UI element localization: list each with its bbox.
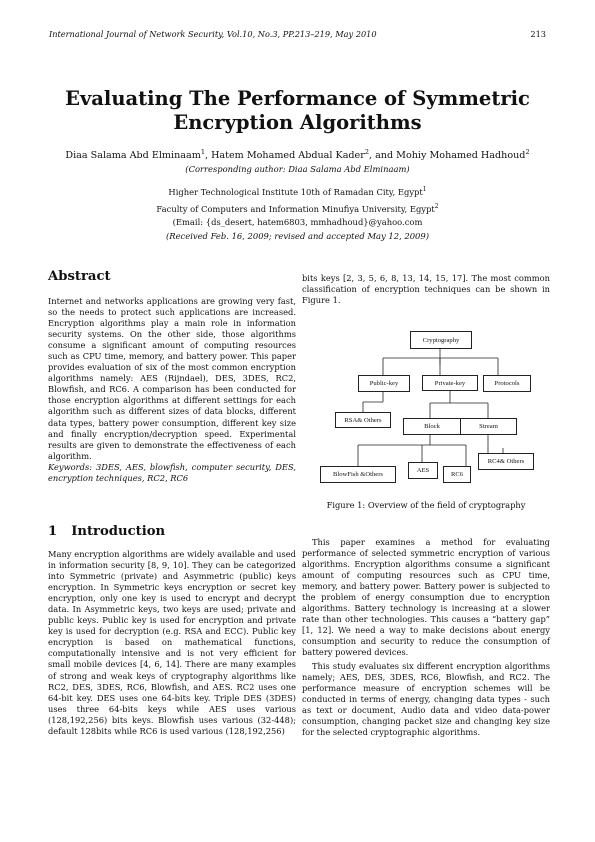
paragraph-2: This paper examines a method for evaluating performance of selected symmetric encryption of various algorithms. Encryption algorithms consume a significant amount of computing resources such as CPU time, memory, and battery power. Battery power is subjected to the problem of energy consumption due to encryption algorithms. Battery technology is increasing at a slower rate than other technologies. This causes a “battery gap” [1, 12]. We need a way to make decisions about energy consumption and security to reduce the consumption of battery powered devices. (302, 537, 550, 658)
node-rsa-others: RSA& Others (335, 412, 391, 428)
node-rc6: RC6 (443, 466, 471, 483)
node-stream: Stream (460, 418, 517, 435)
page-number: 213 (530, 29, 546, 39)
running-header (49, 29, 546, 39)
author-3: , and Mohiy Mohamed Hadhoud (368, 150, 526, 162)
author-1: Diaa Salama Abd Elminaam (65, 150, 201, 162)
intro-text: Many encryption algorithms are widely available and used in information security [8, 9, 10]. They can be categorized into Symmetric (private) and Asymmetric (public) keys encryption. In Symmetric keys encryption or secret key encryption, only one key is used to encrypt and decrypt data. In Asymmetric keys, two keys are used; private and public keys. Public key is used for encryption and private key is used for decryption (e.g. RSA and ECC). Public key encryption is based on mathematical functions, computationally intensive and is not very efficient for small mobile devices [4, 6, 14]. There are many examples of strong and weak keys of cryptography algorithms like RC2, DES, 3DES, RC6, Blowfish, and AES. RC2 uses one 64-bit key. DES uses one 64-bits key. Triple DES (3DES) uses three 64-bits keys while AES uses various (128,192,256) bits keys. Blowfish uses various (32-448); default 128bits while RC6 is used various (128,192,256) (48, 549, 296, 736)
section-title: Introduction (71, 524, 166, 539)
abstract-heading: Abstract (48, 269, 111, 284)
node-cryptography: Cryptography (410, 331, 472, 349)
node-rc4-others: RC4& Others (478, 453, 534, 470)
title-line-2: Encryption Algorithms (173, 111, 422, 134)
node-public-key: Public-key (358, 375, 410, 392)
received-dates: (Received Feb. 16, 2009; revised and accepted May 12, 2009) (166, 230, 429, 241)
right-top-text: bits keys [2, 3, 5, 6, 8, 13, 14, 15, 17]. The most common classification of encryption techniques can be shown in Figure 1. (302, 273, 550, 306)
author-list (0, 148, 595, 161)
author-2: , Hatem Mohamed Abdual Kader (204, 150, 365, 162)
paper-title (0, 87, 595, 135)
node-protocols: Protocols (483, 375, 531, 392)
author-2-affil: 2 (364, 148, 369, 156)
right-column-body (302, 537, 550, 738)
title-line-1: Evaluating The Performance of Symmetric (65, 87, 530, 110)
node-blowfish-others: BlowFish &Others (320, 466, 396, 483)
section-number: 1 (48, 524, 58, 539)
affiliation-2: Faculty of Computers and Information Minufiya University, Egypt$^2$ (156, 202, 439, 214)
node-private-key: Private-key (422, 375, 478, 391)
corresponding-author: (Corresponding author: Diaa Salama Abd Elminaam) (185, 164, 410, 174)
journal-citation: International Journal of Network Security, Vol.10, No.3, PP.213–219, May 2010 (49, 29, 377, 39)
keywords-list: 3DES, AES, blowfish, computer security, DES, encryption techniques, RC2, RC6 (48, 461, 296, 483)
abstract-body (48, 296, 296, 484)
paragraph-3: This study evaluates six different encryption algorithms namely; AES, DES, 3DES, RC6, Blowfish, and RC2. The performance measure of encryption schemes will be conducted in terms of energy, changing data types - such as text or document, Audio data and video data-power consumption, changing packet size and changing key size for the selected cryptographic algorithms. (302, 660, 550, 737)
affiliations (0, 183, 595, 243)
author-3-affil: 2 (525, 148, 530, 156)
figure-caption: Figure 1: Overview of the field of cryptography (326, 500, 526, 510)
author-1-affil: 1 (200, 148, 205, 156)
abstract-text: Internet and networks applications are growing very fast, so the needs to protect such applications are increased. Encryption algorithms play a main role in information security systems. On the other side, those algorithms consume a significant amount of computing resources such as CPU time, memory, and battery power. This paper provides evaluation of six of the most common encryption algorithms namely: AES (Rijndael), DES, 3DES, RC2, Blowfish, and RC6. A comparison has been conducted for those encryption algorithms at different settings for each algorithm such as different sizes of data blocks, different data types, battery power consumption, different key size and finally encryption/decryption speed. Experimental results are given to demonstrate the effectiveness of each algorithm. (48, 296, 296, 461)
email-line: (Email: {ds_desert, hatem6803, mmhadhoud}@yahoo.com (172, 217, 423, 227)
section-heading-introduction (48, 524, 165, 539)
node-aes: AES (408, 462, 438, 479)
keywords (48, 462, 296, 484)
affiliation-1: Higher Technological Institute 10th of Ramadan City, Egypt$^1$ (168, 186, 427, 197)
figure-1-diagram (318, 328, 534, 486)
node-block: Block (403, 418, 461, 435)
intro-paragraph-1 (48, 549, 296, 737)
right-column-top-paragraph (302, 273, 550, 306)
keywords-label: Keywords: (48, 461, 93, 472)
